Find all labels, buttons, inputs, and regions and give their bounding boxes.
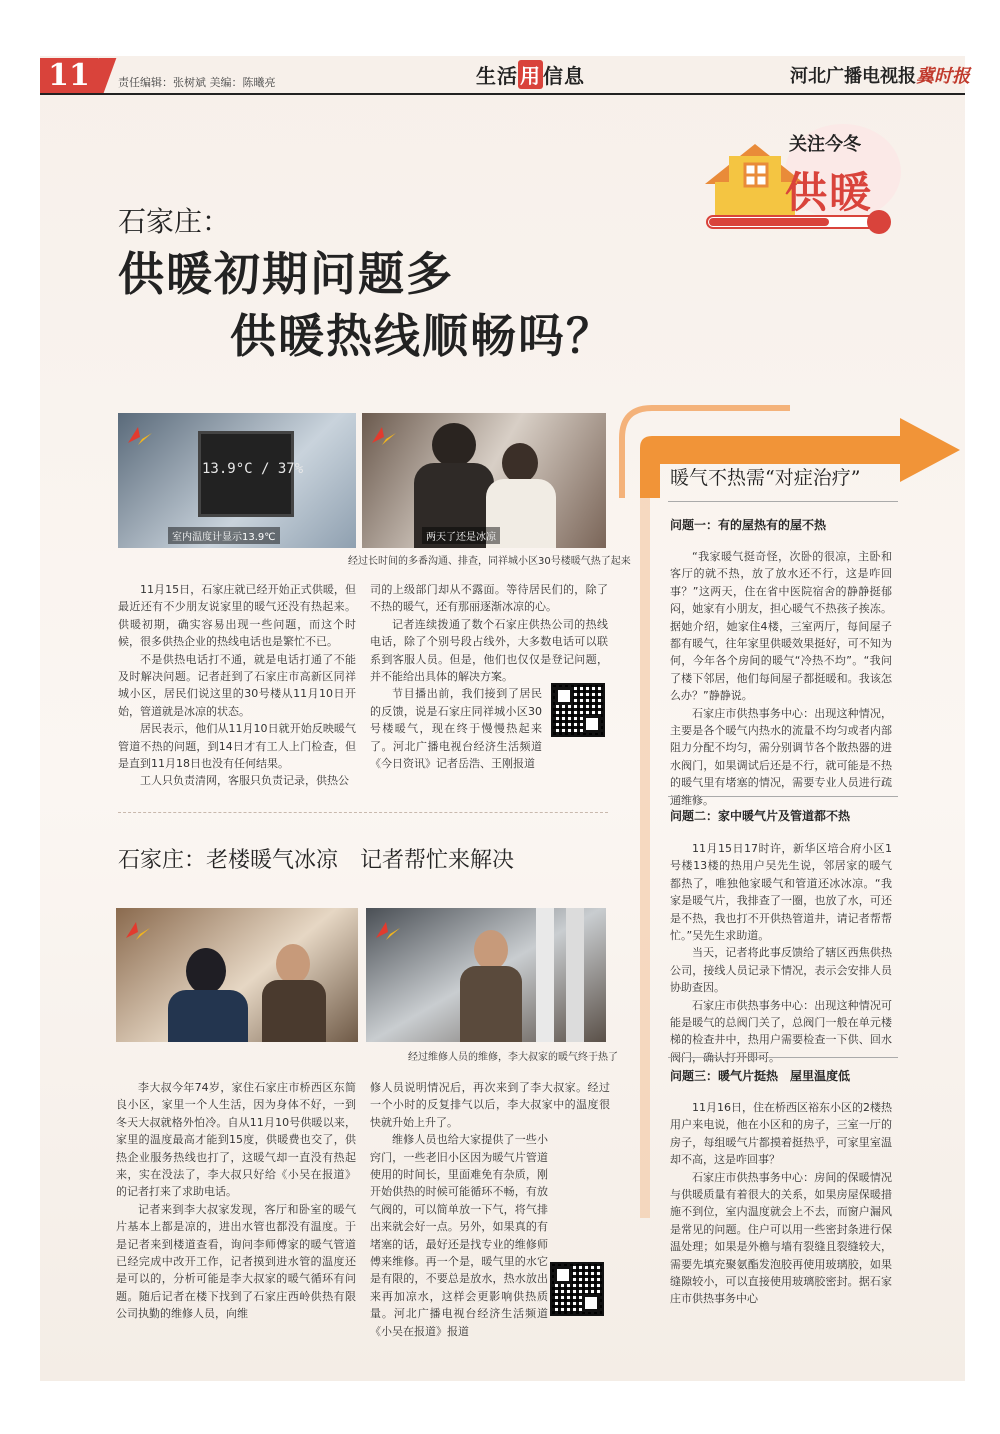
badge-line2: 供暖 bbox=[785, 168, 874, 217]
reporter-head bbox=[186, 948, 226, 994]
section-title-pre: 生活 bbox=[476, 64, 518, 88]
elder-body bbox=[460, 966, 522, 1042]
article1-title-line2: 供暖热线顺畅吗？ bbox=[230, 309, 614, 363]
article2-photo-caption: 经过维修人员的维修，李大叔家的暖气终于热了 bbox=[408, 1052, 618, 1063]
paragraph: 11月15日17时许，新华区培合府小区1号楼13楼的热用户吴先生说，邻居家的暖气都热了，唯独他家暖气和管道还冰冰凉。“我家是暖气片，我排查了一圈，也放了水，可还是不热，我也打不开供热管道井，请记者帮帮忙。”吴先生求助道。 bbox=[670, 842, 892, 943]
paragraph: “我家暖气挺奇怪，次卧的很凉，主卧和客厅的就不热，放了放水还不行，这是咋回事？”这两天，住在省中医院宿舍的静静挺郁闷，她家有小朋友，担心暖气不热孩子挨冻。据她介绍，她家住4楼，三室两厅，每间屋子都有暖气，往年家里供暖效果挺好，可不知为何，今年各个房间的暖气“冷热不均”。“我问了楼下邻居，他们每间屋子都挺暖和。我该怎么办？”静静说。 bbox=[670, 550, 892, 703]
article2-title: 石家庄：老楼暖气冰凉 记者帮忙来解决 bbox=[118, 848, 515, 873]
section-divider bbox=[118, 812, 608, 813]
editor-credits: 责任编辑：张树斌 美编：陈曦亮 bbox=[118, 76, 276, 89]
paragraph: 记者连续拨通了数个石家庄供热公司的热线电话，除了个别号段占线外，大多数电话可以联系到客服人员。但是，他们也仅仅是登记问题，并不能给出具体的解决方案。 bbox=[370, 617, 608, 684]
reporter-head bbox=[502, 443, 538, 483]
section-title bbox=[476, 60, 585, 89]
sidebar-rule bbox=[668, 501, 898, 502]
article2-qr-code[interactable] bbox=[550, 1262, 604, 1316]
elder-body bbox=[262, 980, 326, 1042]
question-2-text bbox=[670, 840, 892, 1066]
sidebar-left-bar bbox=[640, 498, 650, 1218]
tv-station-logo-icon bbox=[370, 423, 398, 451]
paragraph: 居民表示，他们从11月10日就开始反映暖气管道不热的问题，到14日才有工人上门检查，但是直到11月18日也没有任何结果。 bbox=[118, 722, 356, 771]
tv-station-logo-icon bbox=[126, 423, 154, 451]
paragraph: 11月16日，住在桥西区裕东小区的2楼热用户来电说，他在小区和的房子，三室一厅的房子，每组暖气片都摸着挺热乎，可家里室温却不高，这是咋回事？ bbox=[670, 1101, 892, 1167]
article2-photo-repair bbox=[366, 908, 606, 1042]
question-1-text bbox=[670, 548, 892, 809]
sidebar-rule bbox=[668, 1057, 898, 1058]
article1-qr-code[interactable] bbox=[551, 683, 605, 737]
sidebar-title: 暖气不热需“对症治疗” bbox=[670, 467, 861, 489]
resident-head bbox=[432, 423, 476, 467]
paragraph: 不是供热电话打不通，就是电话打通了不能及时解决问题。记者赶到了石家庄市高新区同祥城小区，居民们说这里的30号楼从11月10日开始，管道就是冰凉的状态。 bbox=[118, 652, 356, 718]
elder-head bbox=[276, 944, 310, 984]
article1-photo-residents bbox=[362, 413, 606, 548]
paragraph: 工人只负责清网，客服只负责记录，供热公 bbox=[140, 774, 349, 788]
article1-kicker: 石家庄： bbox=[118, 205, 231, 238]
article1-photo-caption: 经过长时间的多番沟通、排查，同祥城小区30号楼暖气热了起来 bbox=[348, 556, 631, 567]
newspaper-name bbox=[790, 62, 970, 88]
article1-column1 bbox=[118, 581, 356, 790]
paragraph: 记者来到李大叔家发现，客厅和卧室的暖气片基本上都是凉的，进出水管也都没有温度。于是记者来到楼道查看，询问李师傅家的暖气管道已经完成中改开工作，记者摸到进水管的温度还是可以的，分析可能是李大叔家的暖气循环有问题。随后记者在楼下找到了石家庄西岭供热有限公司执勤的维修人员，向维 bbox=[116, 1202, 356, 1321]
badge-line1: 关注今冬 bbox=[789, 134, 861, 155]
paragraph: 石家庄市供热事务中心：出现这种情况，主要是各个暖气内热水的流量不均匀或者内部阻力分配不均匀，需分别调节各个散热器的进水阀门，如果调试后还是不行，就可能是不热的暖气里有堵塞的情况，需要专业人员进行疏通维修。 bbox=[670, 706, 892, 807]
paragraph: 李大叔今年74岁，家住石家庄市桥西区东简良小区，家里一个人生活，因为身体不好，一到冬天大叔就格外怕冷。自从11月10号供暖以来，家里的温度最高才能到15度，供暖费也交了，供热企业服务热线也打了，这暖气却一直没有热起来，实在没法了，李大叔只好给《小吴在报道》的记者打来了求助电话。 bbox=[116, 1081, 356, 1199]
section-title-post: 信息 bbox=[543, 64, 585, 88]
article2-column1 bbox=[116, 1079, 356, 1323]
article2-photo-elder bbox=[116, 908, 358, 1042]
elder-head bbox=[474, 930, 508, 970]
tv-station-logo-icon bbox=[124, 918, 152, 946]
paragraph: 11月15日，石家庄就已经开始正式供暖，但最近还有不少朋友说家里的暖气还没有热起来。供暖初期，确实容易出现一些问题，而这个时候，很多供热企业的热线电话也是繁忙不已。 bbox=[118, 583, 356, 649]
sidebar-rule bbox=[668, 796, 898, 797]
article1-photo-thermometer bbox=[118, 413, 356, 548]
heating-pipe bbox=[536, 908, 554, 1042]
question-3-text bbox=[670, 1099, 892, 1308]
reporter-body bbox=[168, 990, 248, 1042]
page-number: 11 bbox=[40, 58, 98, 93]
paragraph: 石家庄市供热事务中心：房间的保暖情况与供暖质量有着很大的关系，如果房屋保暖措施不到位，室内温度就会上不去，而窗户漏风是常见的问题。住户可以用一些密封条进行保温处理；如果是外檐与墙有裂缝且裂缝较大，需要先填充聚氨酯发泡胶再使用玻璃胶，如果缝隙较小，可以直接使用玻璃胶密封。据石家庄市供热事务中心 bbox=[670, 1170, 892, 1306]
paragraph: 维修人员也给大家提供了一些小窍门，一些老旧小区因为暖气片管道使用的时间长，里面难免有杂质，刚开始供热的时候可能循环不畅，有放气阀的，可以简单放一下气，将气排出来就会好一点。另外，如果真的有堵塞的话，最好还是找专业的维修师傅来维修。再一个是，暖气里的水它是有限的，不要总是放水，热水放出来再加凉水，这样会更影响供热质量。河北广播电视台经济生活频道《小吴在报道》报道 bbox=[370, 1133, 548, 1338]
section-title-mid: 用 bbox=[518, 60, 543, 89]
photo2-subtitle: 两天了还是冰凉 bbox=[422, 527, 500, 544]
article1-title-line1: 供暖初期问题多 bbox=[118, 247, 454, 301]
question-1-heading: 问题一：有的屋热有的屋不热 bbox=[670, 518, 827, 532]
thermometer-reading: 13.9°C / 37% bbox=[202, 461, 304, 477]
paper-brand: 冀时报 bbox=[916, 66, 970, 87]
header-rule bbox=[40, 93, 965, 95]
paragraph: 修人员说明情况后，再次来到了李大叔家。经过一个小时的反复排气以后，李大叔家中的温度很快就升始上升了。 bbox=[370, 1081, 610, 1129]
paragraph: 司的上级部门却从不露面。等待居民们的，除了不热的暖气，还有那丽逐渐冰凉的心。 bbox=[370, 583, 608, 614]
tv-station-logo-icon bbox=[374, 918, 402, 946]
paragraph: 石家庄市供热事务中心：出现这种情况可能是暖气的总阀门关了，总阀门一般在单元楼梯的检查井中，热用户需要检查一下供、回水阀门，确认打开即可。 bbox=[670, 998, 892, 1064]
article1-column2 bbox=[370, 581, 608, 772]
photo1-subtitle: 室内温度计显示13.9℃ bbox=[168, 527, 280, 544]
paragraph: 节目播出前，我们接到了居民的反馈，说是石家庄同祥城小区30号楼暖气，现在终于慢慢热起来了。河北广播电视台经济生活频道《今日资讯》记者岳浩、王刚报道 bbox=[370, 687, 542, 771]
heating-badge bbox=[693, 122, 903, 242]
paragraph: 当天，记者将此事反馈给了辖区西焦供热公司，接线人员记录下情况，表示会安排人员协助查因。 bbox=[670, 946, 892, 995]
heating-pipe bbox=[566, 908, 584, 1042]
question-3-heading: 问题三：暖气片挺热 屋里温度低 bbox=[670, 1069, 851, 1083]
question-2-heading: 问题二：家中暖气片及管道都不热 bbox=[670, 809, 851, 823]
paper-name: 河北广播电视报 bbox=[790, 66, 916, 87]
